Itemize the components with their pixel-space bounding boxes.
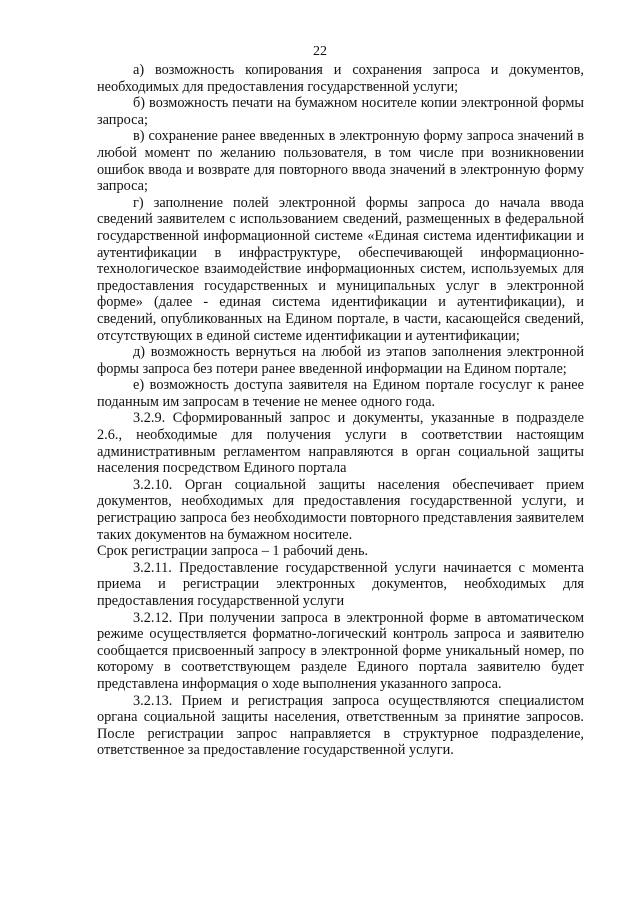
paragraph: е) возможность доступа заявителя на Едином портале госуслуг к ранее поданным им запросам в течение не менее одного года.	[97, 377, 584, 410]
paragraph: в) сохранение ранее введенных в электронную форму запроса значений в любой момент по желанию пользователя, в том числе при возникновении ошибок ввода и возврате для повторного ввода значений в электронную форму запроса;	[97, 128, 584, 195]
paragraph: а) возможность копирования и сохранения запроса и документов, необходимых для предоставления государственной услуги;	[97, 62, 584, 95]
paragraph: 3.2.12. При получении запроса в электронной форме в автоматическом режиме осуществляется форматно-логический контроль запроса и заявителю сообщается присвоенный запросу в электронной форме уникальный номер, по которому в соответствующем разделе Единого портала заявителю будет представлена информация о ходе выполнения указанного запроса.	[97, 609, 584, 692]
paragraph: Срок регистрации запроса – 1 рабочий день.	[97, 543, 369, 560]
paragraph: 3.2.11. Предоставление государственной услуги начинается с момента приема и регистрации электронных документов, необходимых для предоставления государственной услуги	[97, 559, 584, 609]
page-number: 22	[313, 44, 327, 59]
paragraph: 3.2.10. Орган социальной защиты населения обеспечивает прием документов, необходимых для предоставления государственной услуги, и регистрацию запроса без необходимости повторного представления заявителем таких документов на бумажном носителе.	[97, 476, 584, 543]
paragraph: д) возможность вернуться на любой из этапов заполнения электронной формы запроса без потери ранее введенной информации на Едином портале;	[97, 344, 584, 377]
document-body	[97, 62, 584, 759]
paragraph: 3.2.13. Прием и регистрация запроса осуществляются специалистом органа социальной защиты населения, ответственным за принятие запросов. После регистрации запрос направляется в структурное подразделение, ответственное за предоставление государственной услуги.	[97, 692, 584, 759]
paragraph: г) заполнение полей электронной формы запроса до начала ввода сведений заявителем с использованием сведений, размещенных в федеральной государственной информационной системе «Единая система идентификации и аутентификации в инфраструктуре, обеспечивающей информационно-технологическое взаимодействие информационных систем, используемых для предоставления государственных и муниципальных услуг в электронной форме» (далее - единая система идентификации и аутентификации), и сведений, опубликованных на Едином портале, в части, касающейся сведений, отсутствующих в единой системе идентификации и аутентификации;	[97, 194, 584, 344]
paragraph: б) возможность печати на бумажном носителе копии электронной формы запроса;	[97, 95, 584, 128]
paragraph: 3.2.9. Сформированный запрос и документы, указанные в подразделе 2.6., необходимые для получения услуги в соответствии настоящим административным регламентом направляются в орган социальной защиты населения посредством Единого портала	[97, 410, 584, 477]
